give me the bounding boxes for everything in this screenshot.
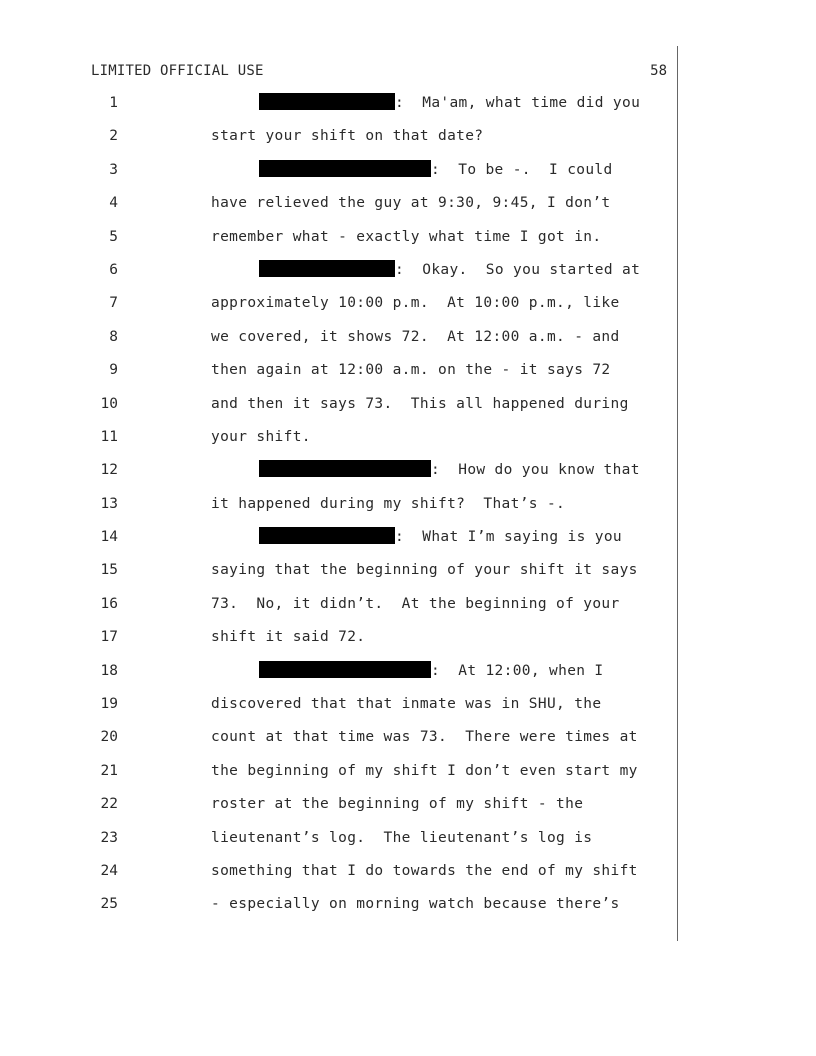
line-text: approximately 10:00 p.m. At 10:00 p.m., like [211, 295, 620, 312]
transcript-line [0, 259, 816, 292]
transcript-line [0, 459, 816, 492]
line-text: : Ma'am, what time did you [395, 95, 641, 111]
line-text: - especially on morning watch because there’s [211, 896, 620, 913]
line-number: 24 [100, 862, 118, 879]
redacted-speaker-name [259, 260, 395, 277]
line-number: 23 [100, 829, 118, 846]
line-number: 9 [109, 362, 118, 379]
line-text: and then it says 73. This all happened during [211, 395, 629, 412]
line-text: 73. No, it didn’t. At the beginning of your [211, 595, 620, 612]
line-number: 15 [100, 562, 118, 579]
line-number: 25 [100, 896, 118, 913]
line-number: 12 [100, 462, 118, 479]
line-number: 8 [109, 328, 118, 345]
line-text: : At 12:00, when I [431, 662, 604, 679]
redacted-speaker-name [259, 160, 431, 177]
line-number: 18 [100, 662, 118, 679]
transcript-line [0, 493, 816, 526]
transcript-body [0, 92, 816, 927]
transcript-line [0, 526, 816, 559]
transcript-line [0, 559, 816, 592]
transcript-line [0, 393, 816, 426]
line-text: have relieved the guy at 9:30, 9:45, I don’t [211, 195, 611, 212]
transcript-line [0, 660, 816, 693]
transcript-line [0, 827, 816, 860]
line-number: 7 [109, 295, 118, 312]
transcript-line [0, 226, 816, 259]
line-number: 13 [100, 495, 118, 512]
line-text: then again at 12:00 a.m. on the - it says 72 [211, 362, 611, 379]
transcript-line [0, 359, 816, 392]
line-text: remember what - exactly what time I got in. [211, 228, 602, 245]
line-number: 22 [100, 796, 118, 813]
line-text: saying that the beginning of your shift it says [211, 562, 638, 579]
line-text: roster at the beginning of my shift - the [211, 796, 584, 813]
redacted-speaker-name [259, 460, 431, 477]
transcript-line [0, 726, 816, 759]
line-number: 4 [109, 195, 118, 212]
line-text: lieutenant’s log. The lieutenant’s log is [211, 829, 593, 846]
line-number: 19 [100, 696, 118, 713]
transcript-line [0, 593, 816, 626]
line-number: 1 [109, 95, 118, 111]
line-number: 3 [109, 161, 118, 178]
line-text: your shift. [211, 428, 311, 445]
line-text: : How do you know that [431, 462, 640, 479]
transcript-line [0, 693, 816, 726]
line-number: 11 [100, 428, 118, 445]
transcript-line [0, 893, 816, 926]
classification-label: LIMITED OFFICIAL USE [91, 63, 264, 79]
line-text: something that I do towards the end of my shift [211, 862, 638, 879]
line-number: 21 [100, 762, 118, 779]
line-number: 6 [109, 261, 118, 278]
line-text: start your shift on that date? [211, 128, 484, 145]
line-text: shift it said 72. [211, 629, 366, 646]
line-number: 17 [100, 629, 118, 646]
line-text: discovered that that inmate was in SHU, the [211, 696, 602, 713]
line-number: 16 [100, 595, 118, 612]
line-text: it happened during my shift? That’s -. [211, 495, 566, 512]
transcript-line [0, 326, 816, 359]
page-header [91, 61, 667, 81]
line-number: 2 [109, 128, 118, 145]
redacted-speaker-name [259, 93, 395, 110]
line-text: : What I’m saying is you [395, 529, 622, 546]
transcript-line [0, 426, 816, 459]
redacted-speaker-name [259, 661, 431, 678]
line-number: 10 [100, 395, 118, 412]
transcript-line [0, 159, 816, 192]
transcript-line [0, 125, 816, 158]
line-number: 14 [100, 529, 118, 546]
line-text: : To be -. I could [431, 161, 613, 178]
transcript-line [0, 92, 816, 125]
line-text: count at that time was 73. There were times at [211, 729, 638, 746]
transcript-line [0, 793, 816, 826]
transcript-line [0, 192, 816, 225]
transcript-line [0, 760, 816, 793]
transcript-line [0, 860, 816, 893]
line-text: the beginning of my shift I don’t even start my [211, 762, 638, 779]
transcript-line [0, 626, 816, 659]
line-text: we covered, it shows 72. At 12:00 a.m. - and [211, 328, 620, 345]
transcript-line [0, 292, 816, 325]
line-text: : Okay. So you started at [395, 261, 641, 278]
line-number: 20 [100, 729, 118, 746]
redacted-speaker-name [259, 527, 395, 544]
line-number: 5 [109, 228, 118, 245]
page-number: 58 [650, 63, 667, 79]
